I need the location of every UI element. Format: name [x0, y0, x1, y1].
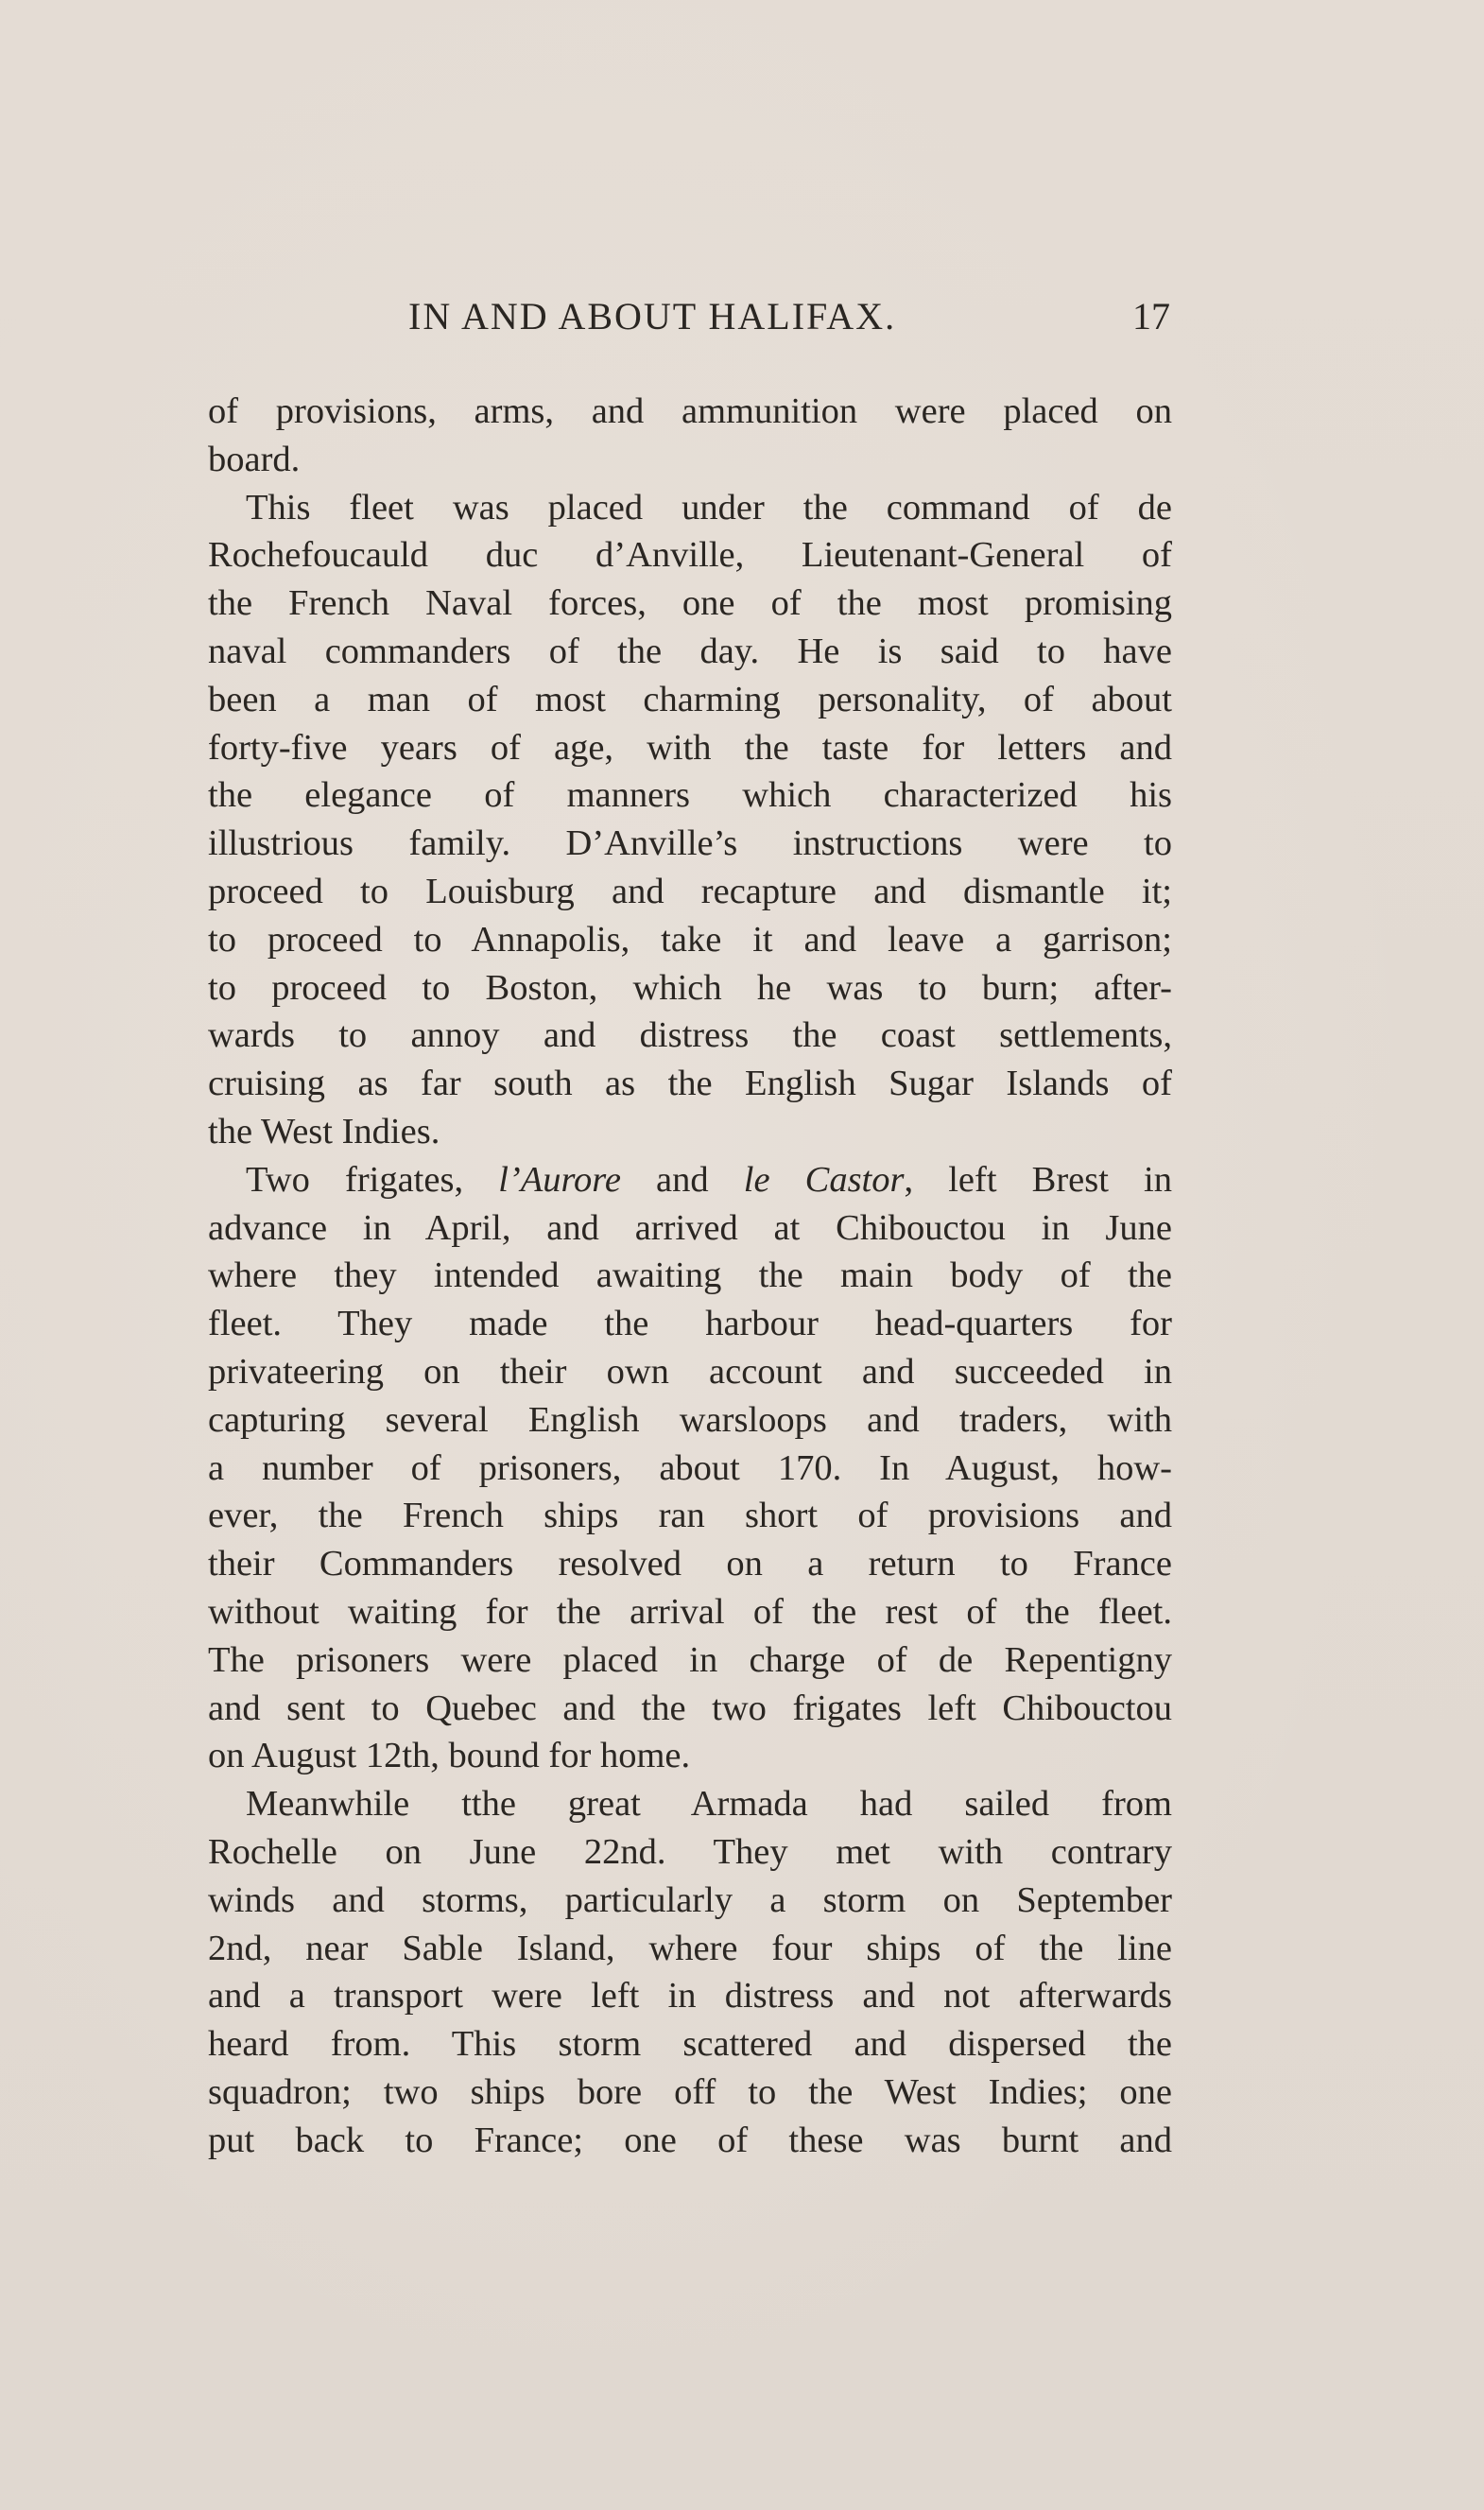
text-line: advance in April, and arrived at Chibouctou in June	[208, 1207, 1172, 1248]
text-line: cruising as far south as the English Sugar Islands of	[208, 1064, 1172, 1104]
text-line: The prisoners were placed in charge of de Repentigny	[208, 1639, 1172, 1680]
text-line: privateering on their own account and succeeded in	[208, 1351, 1172, 1392]
ship-name: l’Aurore	[498, 1159, 621, 1200]
text-line: Meanwhile tthe great Armada had sailed from	[246, 1784, 1172, 1825]
text-line: fleet. They made the harbour head-quarters for	[208, 1304, 1172, 1344]
text-line	[208, 1156, 1172, 1204]
text-line: and a transport were left in distress and not afterwards	[208, 1976, 1172, 2017]
text-line: wards to annoy and distress the coast settlements,	[208, 1015, 1172, 1056]
text-line: proceed to Louisburg and recapture and dismantle it;	[208, 871, 1172, 911]
running-title: IN AND ABOUT HALIFAX.	[408, 295, 897, 338]
text-line: illustrious family. D’Anville’s instructions were to	[208, 823, 1172, 864]
text-line: on August 12th, bound for home.	[208, 1736, 691, 1776]
text-line: and sent to Quebec and the two frigates left Chibouctou	[208, 1688, 1172, 1728]
text-run: Two frigates,	[246, 1159, 499, 1200]
text-line: to proceed to Annapolis, take it and leave a garrison;	[208, 919, 1172, 960]
text-line: 2nd, near Sable Island, where four ships of the line	[208, 1928, 1172, 1968]
text-line: of provisions, arms, and ammunition were placed on	[208, 391, 1172, 431]
text-line: naval commanders of the day. He is said to have	[208, 631, 1172, 671]
text-line: to proceed to Boston, which he was to burn; after-	[208, 967, 1172, 1008]
ship-name: le Castor	[743, 1159, 905, 1200]
text-line: winds and storms, particularly a storm on September	[208, 1879, 1172, 1920]
text-run: , left Brest in	[904, 1159, 1172, 1200]
text-line: Rochelle on June 22nd. They met with contrary	[208, 1831, 1172, 1872]
text-line: board.	[208, 439, 301, 479]
text-line: forty-five years of age, with the taste for letters and	[208, 727, 1172, 768]
text-run: and	[620, 1159, 744, 1200]
page-number: 17	[1132, 295, 1170, 338]
text-line: This fleet was placed under the command of de	[246, 487, 1172, 528]
text-line: their Commanders resolved on a return to France	[208, 1544, 1172, 1584]
text-line: a number of prisoners, about 170. In August, how-	[208, 1447, 1172, 1488]
text-line: ever, the French ships ran short of provisions and	[208, 1496, 1172, 1536]
text-line: the West Indies.	[208, 1111, 440, 1151]
text-line: Rochefoucauld duc d’Anville, Lieutenant-General of	[208, 535, 1172, 576]
text-line: capturing several English warsloops and traders, with	[208, 1399, 1172, 1440]
text-line: heard from. This storm scattered and dispersed the	[208, 2024, 1172, 2065]
text-line: the French Naval forces, one of the most promising	[208, 583, 1172, 624]
text-line: put back to France; one of these was burnt and	[208, 2120, 1172, 2160]
text-line: the elegance of manners which characterized his	[208, 775, 1172, 816]
body-text	[208, 388, 1172, 2164]
running-head	[0, 293, 1484, 340]
text-line: where they intended awaiting the main body of the	[208, 1255, 1172, 1296]
text-line: without waiting for the arrival of the rest of the fleet.	[208, 1591, 1172, 1632]
text-line: squadron; two ships bore off to the West Indies; one	[208, 2071, 1172, 2112]
text-line: been a man of most charming personality, of about	[208, 679, 1172, 719]
